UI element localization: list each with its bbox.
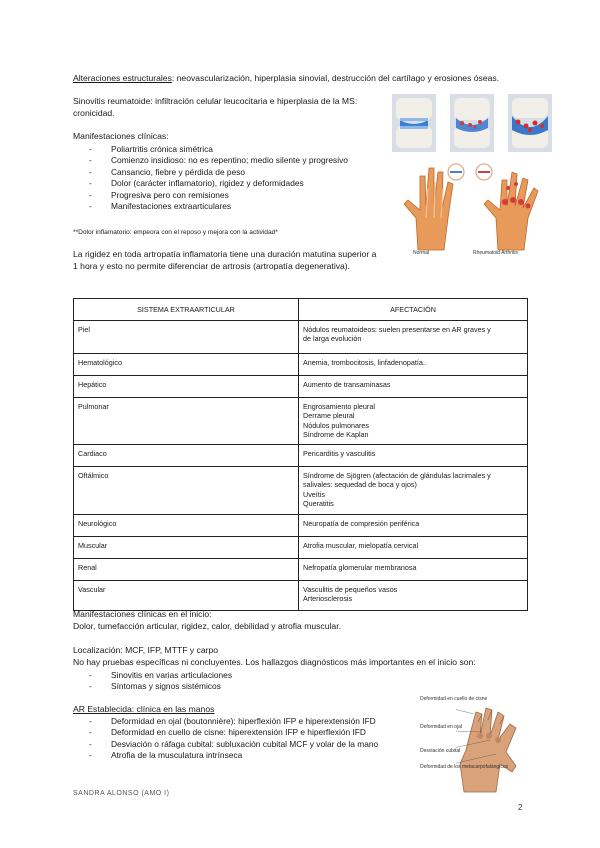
- system-cell: Hematológico: [74, 354, 299, 376]
- onset-text: Dolor, tumefacción articular, rigidez, calor, debilidad y atrofia muscular.: [73, 621, 341, 631]
- table-row: [74, 537, 528, 559]
- system-cell: Vascular: [74, 581, 299, 611]
- list-item: - Sinovitis en varias articulaciones: [86, 670, 232, 681]
- table-row: [74, 398, 528, 445]
- sinovitis-line-2: cronicidad.: [73, 108, 115, 118]
- rigidity-line-1: La rigidez en toda artropatía inflamatoria tiene una duración matutina superior a: [73, 249, 377, 259]
- list-item: - Deformidad en cuello de cisne: hiperextensión IFP e hiperflexión IFD: [86, 727, 378, 738]
- list-item: - Comienzo insidioso: no es repentino; medio silente y progresivo: [86, 155, 348, 166]
- normal-hand-image: [404, 168, 453, 250]
- affection-cell: [299, 537, 528, 559]
- affection-line: Nefropatía glomerular membranosa: [303, 563, 417, 573]
- deformed-hand-figure: [456, 694, 526, 794]
- list-item: - Dolor (carácter inflamatorio), rigidez y deformidades: [86, 178, 348, 189]
- table-row: [74, 559, 528, 581]
- system-cell: Oftálmico: [74, 467, 299, 515]
- list-item: - Síntomas y signos sistémicos: [86, 681, 232, 692]
- annotation-mcp-deformity: Deformidad de los metacarpofalángicos: [420, 764, 509, 770]
- list-item: - Atrofia de la musculatura intrínseca: [86, 750, 378, 761]
- footer-author: SANDRA ALONSO (AMO I): [73, 790, 170, 797]
- early-ra-joint-image: [450, 94, 494, 152]
- table-row: [74, 467, 528, 515]
- affection-cell: [299, 398, 528, 445]
- affection-line: Síndrome de Kaplan: [303, 429, 369, 439]
- affection-line: Anemia, trombocitosis, linfadenopatía..: [303, 358, 427, 368]
- affection-line: de larga evolución: [303, 334, 362, 344]
- inflammatory-pain-note: **Dolor inflamatorio: empeora con el reposo y mejora con la actividad*: [73, 229, 278, 236]
- list-item: - Deformidad en ojal (boutonnière): hiperflexión IFP e hiperextensión IFD: [86, 716, 378, 727]
- clinical-manifestations-list: [86, 144, 348, 212]
- system-cell: Piel: [74, 321, 299, 354]
- joint-progression-figure: [392, 94, 552, 152]
- hand-label-normal: Normal: [413, 250, 430, 256]
- onset-heading: Manifestaciones clínicas en el inicio:: [73, 609, 212, 619]
- affection-line: Engrosamiento pleural: [303, 402, 375, 412]
- affection-line: Atrofia muscular, mielopatía cervical: [303, 541, 419, 551]
- affection-cell: [299, 581, 528, 611]
- table-row: [74, 376, 528, 398]
- list-item: - Poliartritis crónica simétrica: [86, 144, 348, 155]
- affection-cell: [299, 515, 528, 537]
- table-row: [74, 445, 528, 467]
- clinical-manifestations-heading: Manifestaciones clínicas:: [73, 131, 169, 141]
- affection-cell: [299, 467, 528, 515]
- diagnosis-line: No hay pruebas específicas ni concluyentes. Los hallazgos diagnósticos más importantes en el inicio son:: [73, 657, 476, 667]
- affection-line: Nódulos reumatoideos: suelen presentarse en AR graves y: [303, 325, 491, 335]
- established-ra-heading: AR Establecida: clínica en las manos: [73, 704, 215, 714]
- affection-line: Queratitis: [303, 498, 334, 508]
- joint-zoom-icon: [448, 164, 492, 180]
- sinovitis-line-1: Sinovitis reumatoide: infiltración celular leucocitaria e hiperplasia de la MS:: [73, 96, 358, 106]
- ra-hand-image: [484, 172, 538, 250]
- affection-line: Uveítis: [303, 489, 325, 499]
- normal-joint-image: [392, 94, 436, 152]
- list-item: - Cansancio, fiebre y pérdida de peso: [86, 167, 348, 178]
- diagnosis-list: [86, 670, 232, 693]
- structural-alterations-text: : neovascularización, hiperplasia sinovial, destrucción del cartílago y erosiones óseas.: [171, 73, 500, 83]
- list-item: - Progresiva pero con remisiones: [86, 190, 348, 201]
- system-cell: Cardiaco: [74, 445, 299, 467]
- table-header-row: [74, 299, 528, 321]
- extraarticular-table: [73, 298, 528, 611]
- system-cell: Pulmonar: [74, 398, 299, 445]
- system-cell: Muscular: [74, 537, 299, 559]
- established-ra-list: [86, 716, 378, 762]
- advanced-ra-joint-image: [508, 94, 552, 152]
- list-item: - Manifestaciones extraarticulares: [86, 201, 348, 212]
- affection-cell: [299, 445, 528, 467]
- affection-line: Nódulos pulmonares: [303, 420, 369, 430]
- system-cell: Neurológico: [74, 515, 299, 537]
- annotation-boutonniere: Deformidad en ojal: [420, 724, 462, 730]
- affection-line: Arteriosclerosis: [303, 594, 353, 604]
- affection-line: salivales: sequedad de boca y ojos): [303, 480, 417, 490]
- affection-line: Vasculitis de pequeños vasos: [303, 585, 398, 595]
- affection-line: Pericarditis y vasculitis: [303, 449, 376, 459]
- page-number: 2: [518, 803, 523, 812]
- table-row: [74, 354, 528, 376]
- affection-line: Neuropatía de compresión periférica: [303, 519, 420, 529]
- system-cell: Hepático: [74, 376, 299, 398]
- affection-line: Aumento de transaminasas: [303, 380, 391, 390]
- list-item: - Desviación o ráfaga cubital: subluxación cubital MCF y volar de la mano: [86, 739, 378, 750]
- affection-cell: [299, 559, 528, 581]
- header-affection: AFECTACIÓN: [299, 299, 528, 321]
- location-line: Localización: MCF, IFP, MTTF y carpo: [73, 645, 219, 655]
- annotation-swan-neck: Deformidad en cuello de cisne: [420, 696, 488, 702]
- header-system: SISTEMA EXTRAARTICULAR: [74, 299, 299, 321]
- annotation-ulnar-deviation: Desviación cubital: [420, 748, 461, 754]
- hands-comparison-figure: [398, 158, 548, 252]
- affection-cell: [299, 354, 528, 376]
- affection-line: Derrame pleural: [303, 411, 355, 421]
- table-row: [74, 321, 528, 354]
- affection-cell: [299, 376, 528, 398]
- affection-cell: [299, 321, 528, 354]
- structural-alterations-label: Alteraciones estructurales: [73, 73, 172, 83]
- affection-line: Síndrome de Sjögren (afectación de glándulas lacrimales y: [303, 471, 491, 481]
- table-row: [74, 515, 528, 537]
- structural-alterations-line: [73, 73, 499, 85]
- hand-label-ra: Rheumatoid Arthritis: [473, 250, 519, 256]
- rigidity-line-2: 1 hora y esto no permite diferenciar de artrosis (artropatía degenerativa).: [73, 261, 351, 271]
- table-row: [74, 581, 528, 611]
- deformed-hand-image: [460, 708, 516, 792]
- system-cell: Renal: [74, 559, 299, 581]
